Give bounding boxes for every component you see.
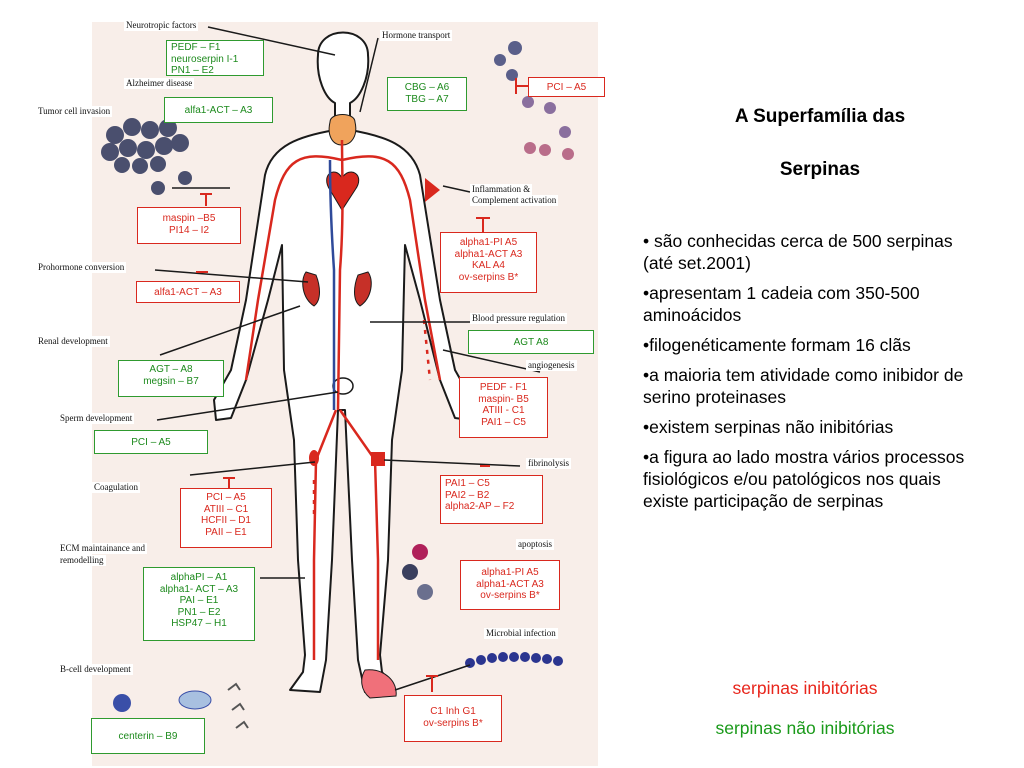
bullet-item: •a figura ao lado mostra vários processos fisiológicos e/ou patológicos nos quais existe participação de serpinas (643, 447, 965, 511)
serpin-item: megsin – B7 (143, 375, 199, 387)
label-ecm-line1: ECM maintainance and (60, 543, 145, 553)
serpin-item: alpha1-PI A5 (459, 237, 518, 248)
label-neurotrophic-factors: Neurotropic factors (126, 20, 197, 30)
legend-noninhibitory-serpins: serpinas não inibitórias (715, 718, 895, 738)
serpin-item: KAL A4 (472, 260, 505, 271)
serpin-item: PN1 – E2 (171, 65, 214, 76)
bullet-list (643, 230, 983, 520)
serpin-item: alpha2-AP – F2 (445, 501, 515, 512)
serpin-item: ATIII – C1 (203, 503, 249, 515)
bullet-item: •a maioria tem atividade como inibidor de serino proteinases (643, 365, 964, 407)
serpin-item: PAI – E1 (179, 595, 219, 606)
box-pci-top (528, 77, 605, 97)
serpin-item: HCFII – D1 (200, 515, 251, 526)
label-bcell-development: B-cell development (60, 664, 131, 674)
serpin-item: PI14 – I2 (168, 224, 210, 236)
serpin-item: ov-serpins B* (458, 271, 519, 283)
serpin-item: CBG – A6 (404, 82, 450, 93)
box-microbial (404, 695, 502, 742)
label-blood-pressure: Blood pressure regulation (472, 313, 565, 323)
serpin-item: alpha1- ACT – A3 (159, 583, 239, 595)
serpin-item: neuroserpin I-1 (171, 53, 239, 65)
box-fibrinolysis (440, 475, 543, 524)
label-prohormone-conversion: Prohormone conversion (38, 262, 125, 272)
serpin-item: PCI – A5 (206, 492, 246, 503)
slide-title-line2: Serpinas (779, 159, 861, 180)
serpin-item: PCI – A5 (546, 82, 587, 93)
serpin-item: ov-serpins B* (480, 590, 540, 601)
box-alfa1-act (164, 97, 273, 123)
box-pedf-neuroserpin (166, 40, 264, 76)
bullet-item: •existem serpinas não inibitórias (643, 417, 894, 437)
serpin-item: PAI1 – C5 (481, 416, 526, 428)
serpin-item: PCI – A5 (131, 437, 171, 448)
box-agt-megsin (118, 360, 224, 397)
serpin-item: PAI1 – C5 (445, 478, 490, 489)
legend-inhibitory-serpins: serpinas inibitórias (732, 678, 878, 698)
serpin-item: maspin –B5 (162, 213, 216, 224)
box-maspin (137, 207, 241, 244)
serpin-item: PEDF – F1 (171, 42, 221, 53)
label-ecm-line2: remodelling (60, 555, 104, 565)
box-apoptosis (460, 560, 560, 610)
serpin-item: alphaPI – A1 (170, 572, 228, 583)
box-prohormone-alfa1-act (136, 281, 240, 303)
serpin-item: alpha1-PI A5 (481, 567, 539, 578)
label-fibrinolysis: fibrinolysis (528, 458, 570, 468)
serpin-item: alpha1-ACT A3 (454, 248, 523, 260)
box-agt (468, 330, 594, 354)
serpin-item: C1 Inh G1 (430, 706, 476, 717)
bullet-item: •filogenéticamente formam 16 clãs (643, 335, 911, 355)
label-tumor-cell-invasion: Tumor cell invasion (38, 106, 111, 116)
label-apoptosis: apoptosis (518, 539, 553, 549)
serpin-item: maspin- B5 (478, 393, 529, 405)
label-inflammation-line1: Inflammation & (472, 184, 531, 194)
serpin-item: alfa1-ACT – A3 (154, 287, 222, 298)
box-ecm (143, 567, 255, 641)
serpin-item: AGT – A8 (149, 364, 193, 375)
label-hormone-transport: Hormone transport (382, 30, 451, 40)
box-inflammation (440, 232, 537, 293)
serpin-item: alfa1-ACT – A3 (184, 105, 253, 116)
bullet-item: •apresentam 1 cadeia com 350-500 aminoácidos (643, 283, 920, 325)
box-angiogenesis (459, 377, 548, 438)
serpin-item: PAII – E1 (205, 526, 247, 538)
serpin-item: TBG – A7 (405, 93, 449, 105)
serpin-item: alpha1-ACT A3 (476, 578, 544, 590)
bullet-item: • são conhecidas cerca de 500 serpinas (até set.2001) (643, 231, 953, 273)
box-cbg-tbg (387, 77, 467, 111)
serpin-item: ATIII - C1 (482, 405, 525, 416)
serpin-item: centerin – B9 (118, 731, 178, 742)
label-renal-development: Renal development (38, 336, 108, 346)
label-sperm-development: Sperm development (60, 413, 133, 423)
serpin-item: ov-serpins B* (423, 717, 483, 729)
slide-title-line1: A Superfamília das (734, 106, 906, 127)
serpin-item: PAI2 – B2 (445, 489, 490, 501)
box-centerin (91, 718, 205, 754)
label-inflammation-line2: Complement activation (472, 195, 557, 205)
label-coagulation: Coagulation (94, 482, 138, 492)
serpin-item: PN1 – E2 (177, 606, 221, 618)
box-coagulation (180, 488, 272, 548)
slide-title (660, 90, 980, 196)
serpin-item: AGT A8 (513, 337, 549, 348)
box-sperm-pci (94, 430, 208, 454)
serpin-item: HSP47 – H1 (171, 618, 227, 629)
label-microbial-infection: Microbial infection (486, 628, 556, 638)
serpin-item: PEDF - F1 (479, 382, 528, 393)
label-angiogenesis: angiogenesis (528, 360, 575, 370)
label-alzheimer-disease: Alzheimer disease (126, 78, 193, 88)
